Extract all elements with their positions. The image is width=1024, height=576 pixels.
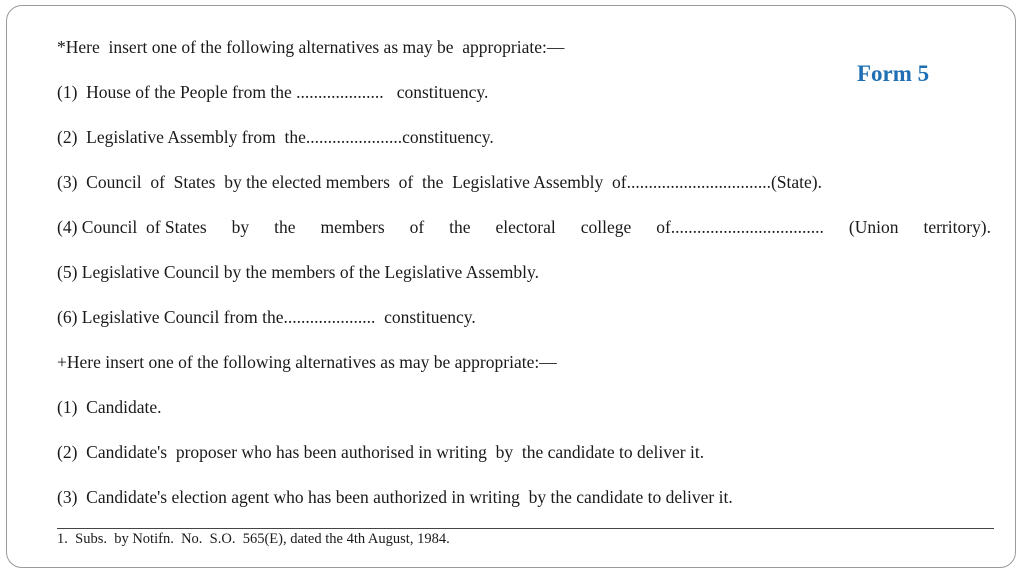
item4-word: by	[231, 217, 250, 237]
first-note: *Here insert one of the following alternatives as may be appropriate:—	[57, 37, 565, 57]
house-alternative-3: (3) Council of States by the elected members of the Legislative Assembly of.................................(State).	[57, 172, 822, 192]
delivery-alternative-3: (3) Candidate's election agent who has been authorized in writing by the candidate to deliver it.	[57, 487, 733, 507]
item4-word: members	[320, 217, 385, 237]
delivery-alternative-2: (2) Candidate's proposer who has been authorised in writing by the candidate to deliver it.	[57, 442, 705, 462]
item4-word: of	[409, 217, 425, 237]
form-title: Form 5	[857, 61, 930, 86]
item4-word: (Union	[848, 217, 899, 237]
footnote-divider	[57, 528, 994, 529]
house-alternative-4	[57, 217, 991, 237]
item4-word: territory).	[923, 217, 991, 237]
item4-word: electoral	[495, 217, 556, 237]
house-alternative-6: (6) Legislative Council from the..................... constituency.	[57, 307, 476, 327]
item4-word: the	[449, 217, 471, 237]
item4-word: college	[580, 217, 632, 237]
item4-word: of...................................	[656, 217, 824, 237]
house-alternative-5: (5) Legislative Council by the members of the Legislative Assembly.	[57, 262, 539, 282]
footnote: 1. Subs. by Notifn. No. S.O. 565(E), dated the 4th August, 1984.	[57, 531, 450, 547]
item4-word: (4) Council of States	[57, 217, 207, 237]
second-note: +Here insert one of the following alternatives as may be appropriate:—	[57, 352, 557, 372]
delivery-alternative-1: (1) Candidate.	[57, 397, 162, 417]
house-alternative-2: (2) Legislative Assembly from the......................constituency.	[57, 127, 494, 147]
house-alternative-1: (1) House of the People from the .................... constituency.	[57, 82, 489, 102]
item4-word: the	[274, 217, 296, 237]
